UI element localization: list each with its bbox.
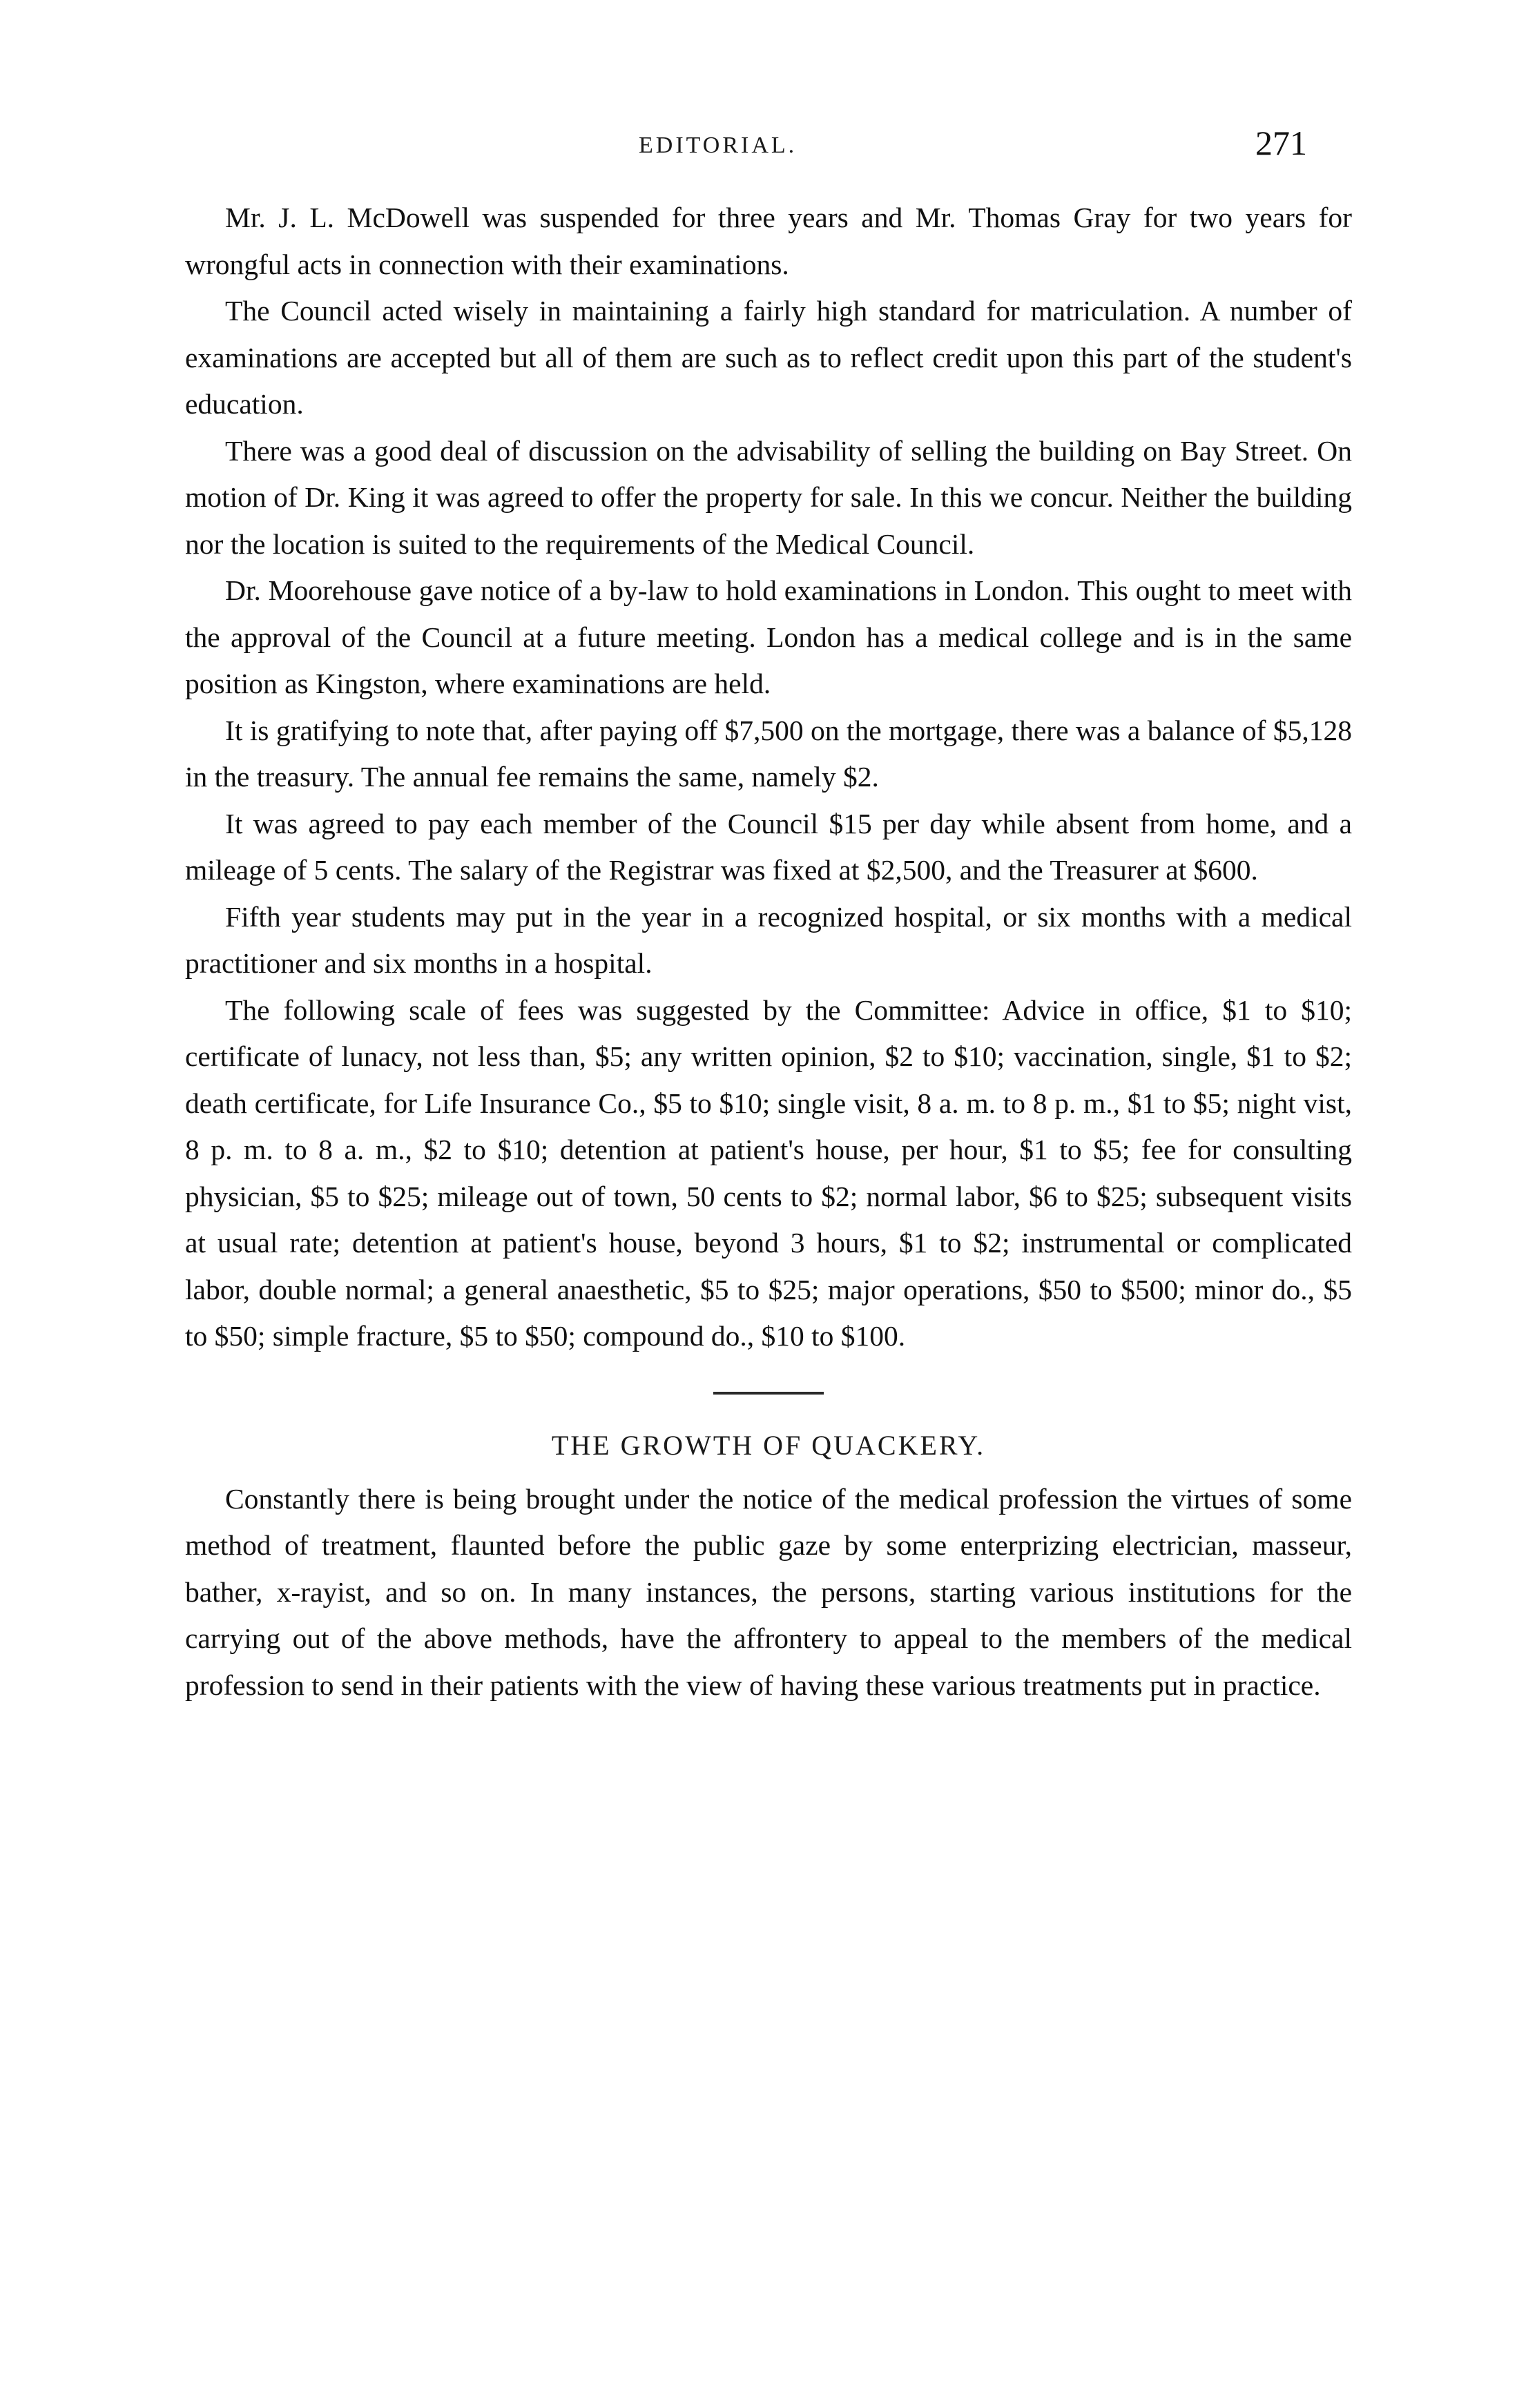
page-number: 271 [1255,124,1307,162]
paragraph-quackery: Constantly there is being brought under the notice of the medical profession the virtues of some method of treatment, flaunted before the public gaze by some enterprizing electrician, masseur, bather, x-rayist, and so on. In many instances, the persons, starting various institutions for the carrying out of the above methods, have the affrontery to appeal to the members of the medical profession to send in their patients with the view of having these various treatments put in practice. [185,1482,1352,1701]
running-head [0,123,1517,171]
paragraph-london-examinations: Dr. Moorehouse gave notice of a by-law to hold examinations in London. This ought to meet with the approval of the Council at a future meeting. London has a medical college and is in the same position as Kingston, where examinations are held. [185,574,1352,699]
paragraph-fee-scale: The following scale of fees was suggested by the Committee: Advice in office, $1 to $10; certificate of lunacy, not less than, $5; any written opinion, $2 to $10; vaccination, single, $1 to $2; death certificate, for Life Insurance Co., $5 to $10; single visit, 8 a. m. to 8 p. m., $1 to $5; night vist, 8 p. m. to 8 a. m., $2 to $10; detention at patient's house, per hour, $1 to $5; fee for consulting physician, $5 to $25; mileage out of town, 50 cents to $2; normal labor, $6 to $25; subsequent visits at usual rate; detention at patient's house, beyond 3 hours, $1 to $2; instrumental or complicated labor, double normal; a general anaesthetic, $5 to $25; major operations, $50 to $500; minor do., $5 to $50; simple fracture, $5 to $50; compound do., $10 to $100. [185,993,1352,1352]
running-title: EDITORIAL. [639,133,798,158]
paragraph-council-pay: It was agreed to pay each member of the Council $15 per day while absent from home, and a mileage of 5 cents. The salary of the Registrar was fixed at $2,500, and the Treasurer at $600. [185,807,1352,886]
paragraph-suspensions: Mr. J. L. McDowell was suspended for three years and Mr. Thomas Gray for two years for wrongful acts in connection with their examinations. [185,202,1352,280]
body-text [185,195,1352,1709]
paragraph-matriculation: The Council acted wisely in maintaining a fairly high standard for matriculation. A number of examinations are accepted but all of them are such as to reflect credit upon this part of the student's education. [185,295,1352,420]
section-divider [713,1392,824,1395]
section-title: THE GROWTH OF QUACKERY. [551,1429,986,1461]
paragraph-fifth-year: Fifth year students may put in the year in a recognized hospital, or six months with a medical practitioner and six months in a hospital. [185,900,1352,979]
paragraph-building-sale: There was a good deal of discussion on the advisability of selling the building on Bay Street. On motion of Dr. King it was agreed to offer the property for sale. In this we concur. Neither the building nor the location is suited to the requirements of the Medical Council. [185,434,1352,560]
paragraph-treasury: It is gratifying to note that, after paying off $7,500 on the mortgage, there was a balance of $5,128 in the treasury. The annual fee remains the same, namely $2. [185,714,1352,793]
